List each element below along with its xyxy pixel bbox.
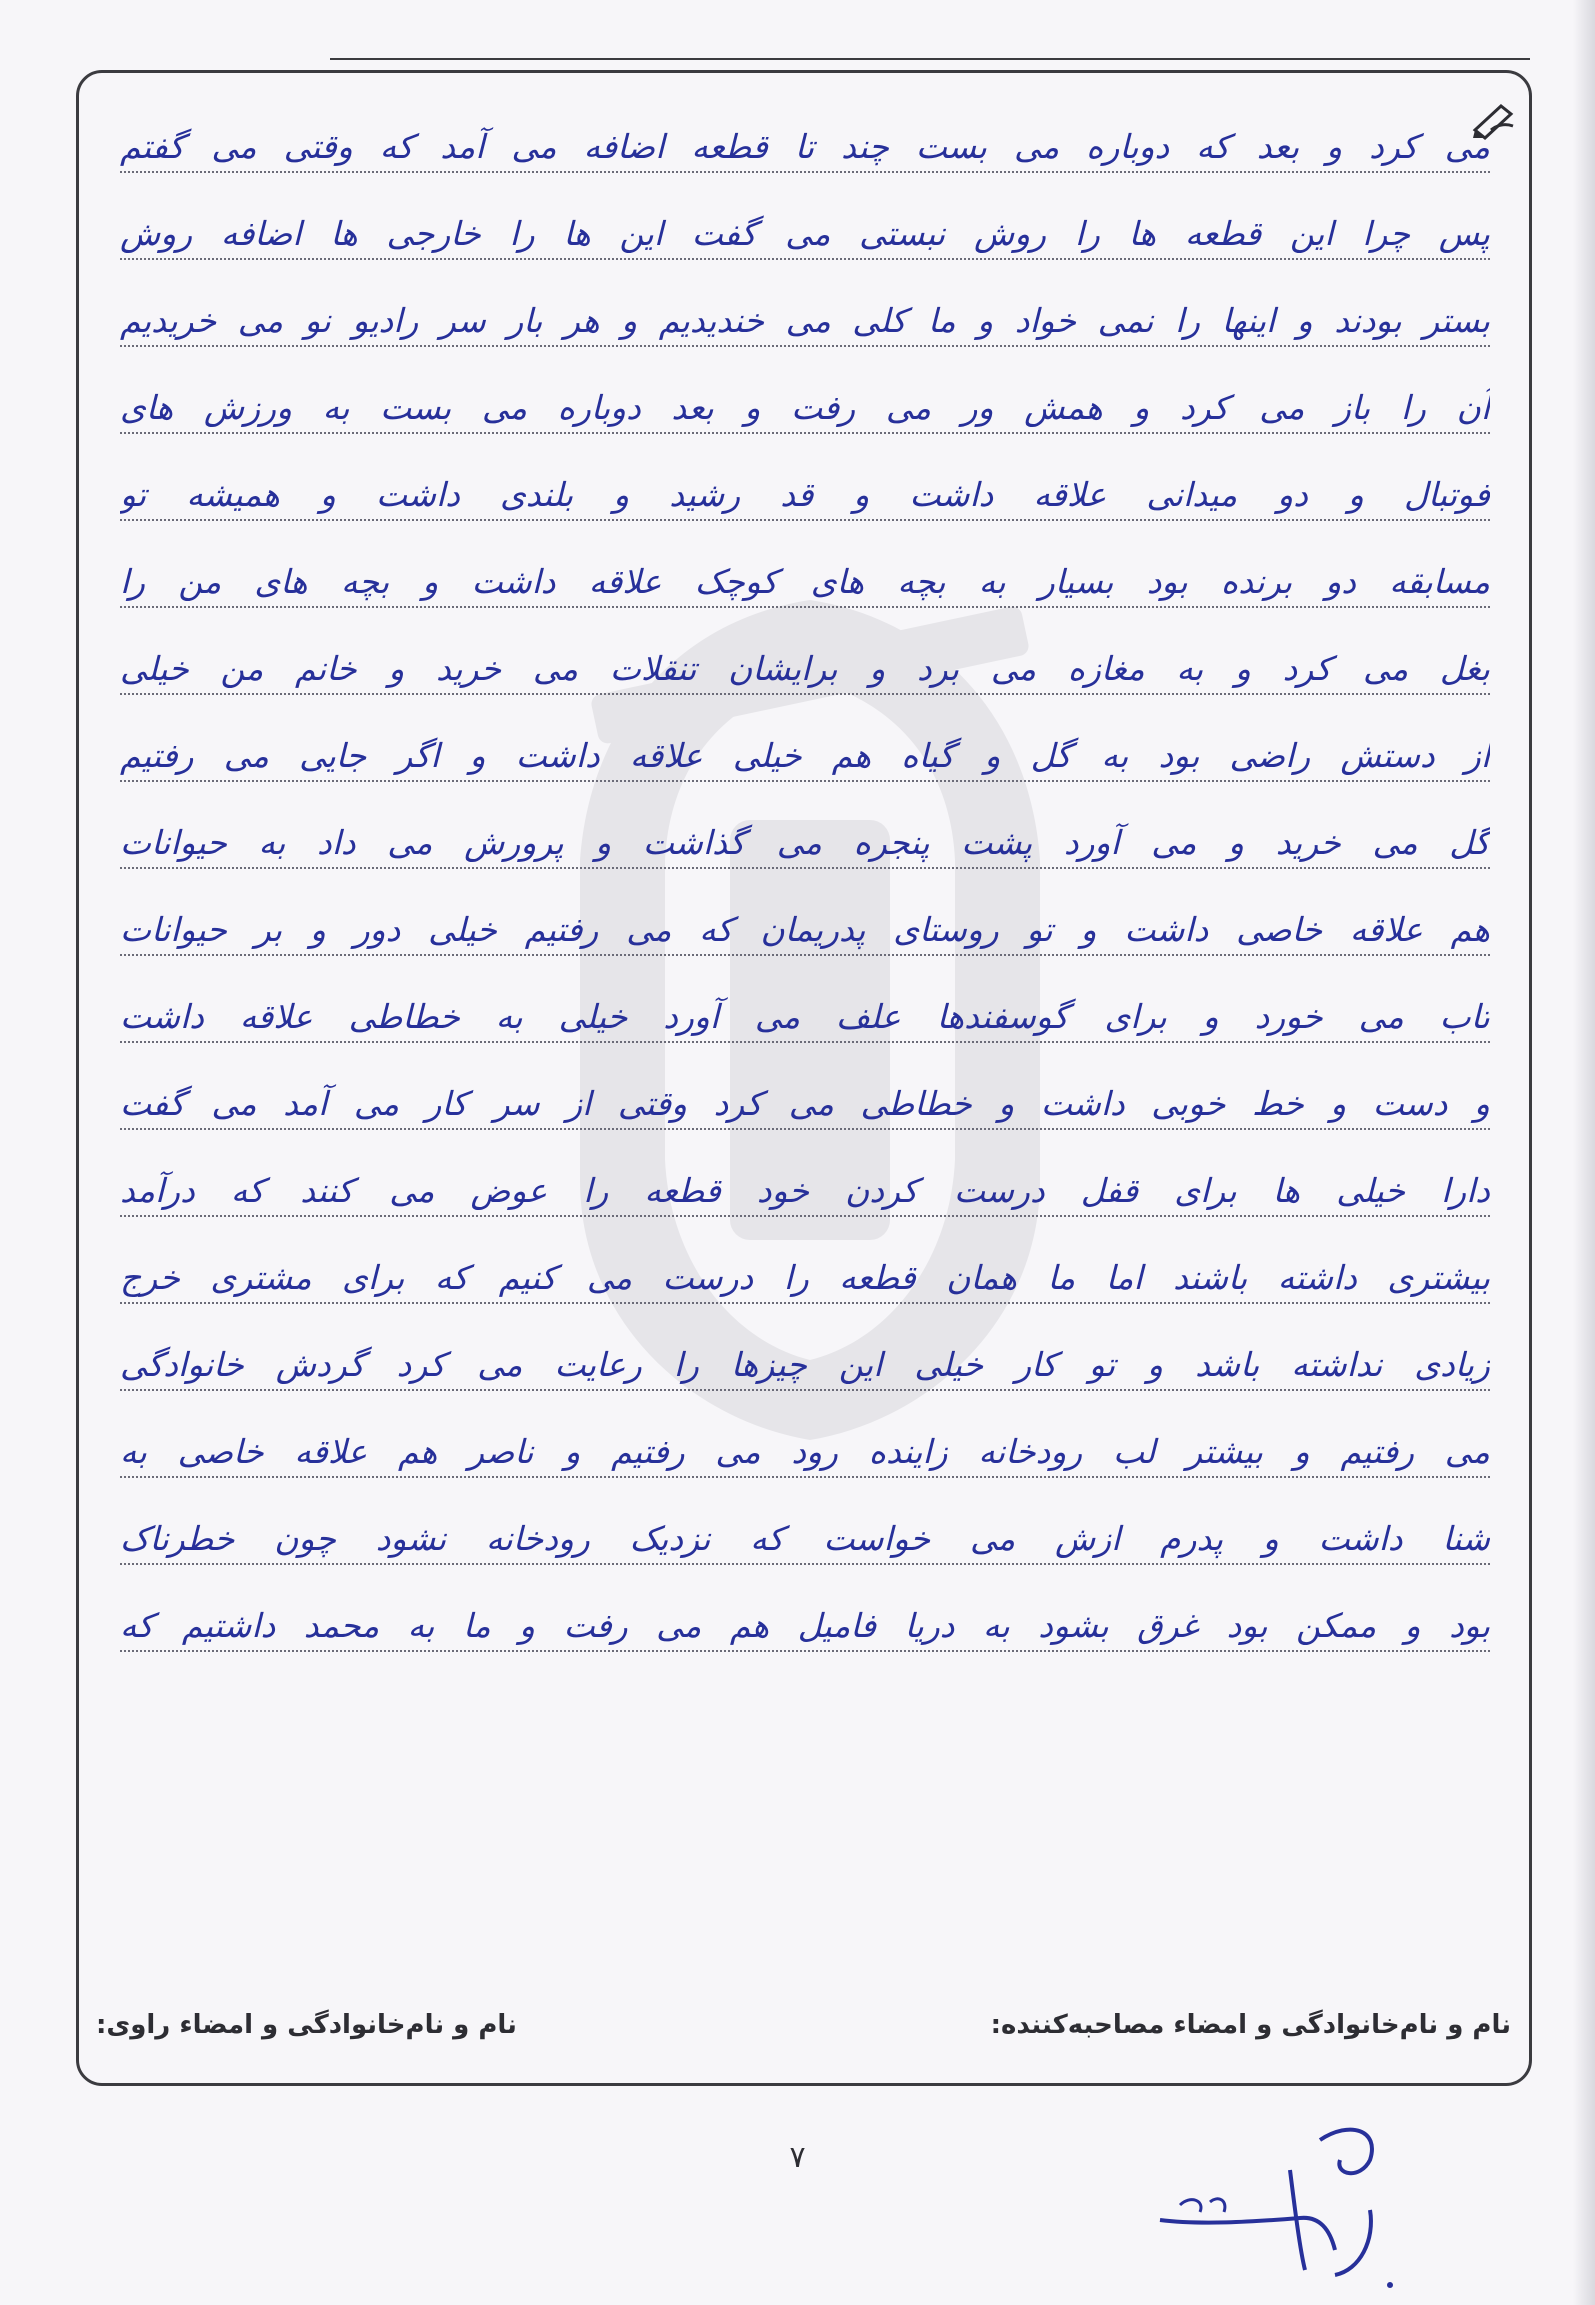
text-line [120, 709, 1490, 796]
text-line [120, 448, 1490, 535]
page-number: ۷ [789, 2140, 806, 2175]
handwritten-line: می رفتیم و بیشتر لب رودخانه زاینده رود می رفتیم و ناصر هم علاقه خاصی به [120, 1432, 1490, 1471]
handwritten-line: پس چرا این قطعه ها را روش نبستی می گفت این ها را خارجی ها اضافه روش [120, 214, 1490, 253]
text-line [120, 1144, 1490, 1231]
text-line [120, 883, 1490, 970]
interviewer-signature-label: نام و نام‌خانوادگی و امضاء مصاحبه‌کننده: [990, 2010, 1511, 2040]
handwritten-line: گل می خرید و می آورد پشت پنجره می گذاشت و پرورش می داد به حیوانات [120, 823, 1490, 862]
handwritten-line: زیادی نداشته باشد و تو کار خیلی این چیزها را رعایت می کرد گردش خانوادگی [120, 1345, 1490, 1384]
text-line [120, 970, 1490, 1057]
text-line [120, 1492, 1490, 1579]
handwritten-line: بستر بودند و اینها را نمی خواد و ما کلی می خندیدیم و هر بار سر رادیو نو می خریدیم [120, 301, 1490, 340]
narrator-signature-label: نام و نام‌خانوادگی و امضاء راوی: [96, 2010, 517, 2040]
text-line [120, 1318, 1490, 1405]
top-rule [330, 58, 1530, 60]
handwritten-line: آن را باز می کرد و همش ور می رفت و بعد دوباره می بست به ورزش های [120, 388, 1490, 427]
handwritten-line: بیشتری داشته باشند اما ما همان قطعه را درست می کنیم که برای مشتری خرج [120, 1258, 1490, 1297]
text-line [120, 796, 1490, 883]
handwritten-line: فوتبال و دو میدانی علاقه داشت و قد رشید و بلندی داشت و همیشه تو [120, 475, 1490, 514]
handwritten-line: از دستش راضی بود به گل و گیاه هم خیلی علاقه داشت و اگر جایی می رفتیم [120, 736, 1490, 775]
handwritten-line: می کرد و بعد که دوباره می بست چند تا قطعه اضافه می آمد که وقتی می گفتم [120, 127, 1490, 166]
handwritten-text-block [120, 100, 1490, 1666]
handwritten-line: مسابقه دو برنده بود بسیار به بچه های کوچک علاقه داشت و بچه های من را [120, 562, 1490, 601]
text-line [120, 361, 1490, 448]
handwritten-line: بود و ممکن بود غرق بشود به دریا فامیل هم می رفت و ما به محمد داشتیم که [120, 1606, 1490, 1645]
text-line [120, 274, 1490, 361]
text-line [120, 100, 1490, 187]
handwritten-signature [1120, 2100, 1420, 2300]
text-line [120, 187, 1490, 274]
text-line [120, 622, 1490, 709]
handwritten-line: هم علاقه خاصی داشت و تو روستای پدریمان که می رفتیم خیلی دور و بر حیوانات [120, 910, 1490, 949]
handwritten-line: بغل می کرد و به مغازه می برد و برایشان تنقلات می خرید و خانم من خیلی [120, 649, 1490, 688]
handwritten-line: دارا خیلی ها برای قفل درست کردن خود قطعه را عوض می کنند که درآمد [120, 1171, 1490, 1210]
text-line [120, 1405, 1490, 1492]
text-line [120, 1057, 1490, 1144]
text-line [120, 1231, 1490, 1318]
handwritten-line: تاب می خورد و برای گوسفندها علف می آورد خیلی به خطاطی علاقه داشت [120, 997, 1490, 1036]
handwritten-line: و دست و خط خوبی داشت و خطاطی می کرد وقتی از سر کار می آمد می گفت [120, 1084, 1490, 1123]
signature-footer [96, 2010, 1511, 2060]
page-edge [1573, 0, 1595, 2305]
text-line [120, 535, 1490, 622]
handwritten-line: شنا داشت و پدرم ازش می خواست که نزدیک رودخانه نشود چون خطرناک [120, 1519, 1490, 1558]
text-line [120, 1579, 1490, 1666]
